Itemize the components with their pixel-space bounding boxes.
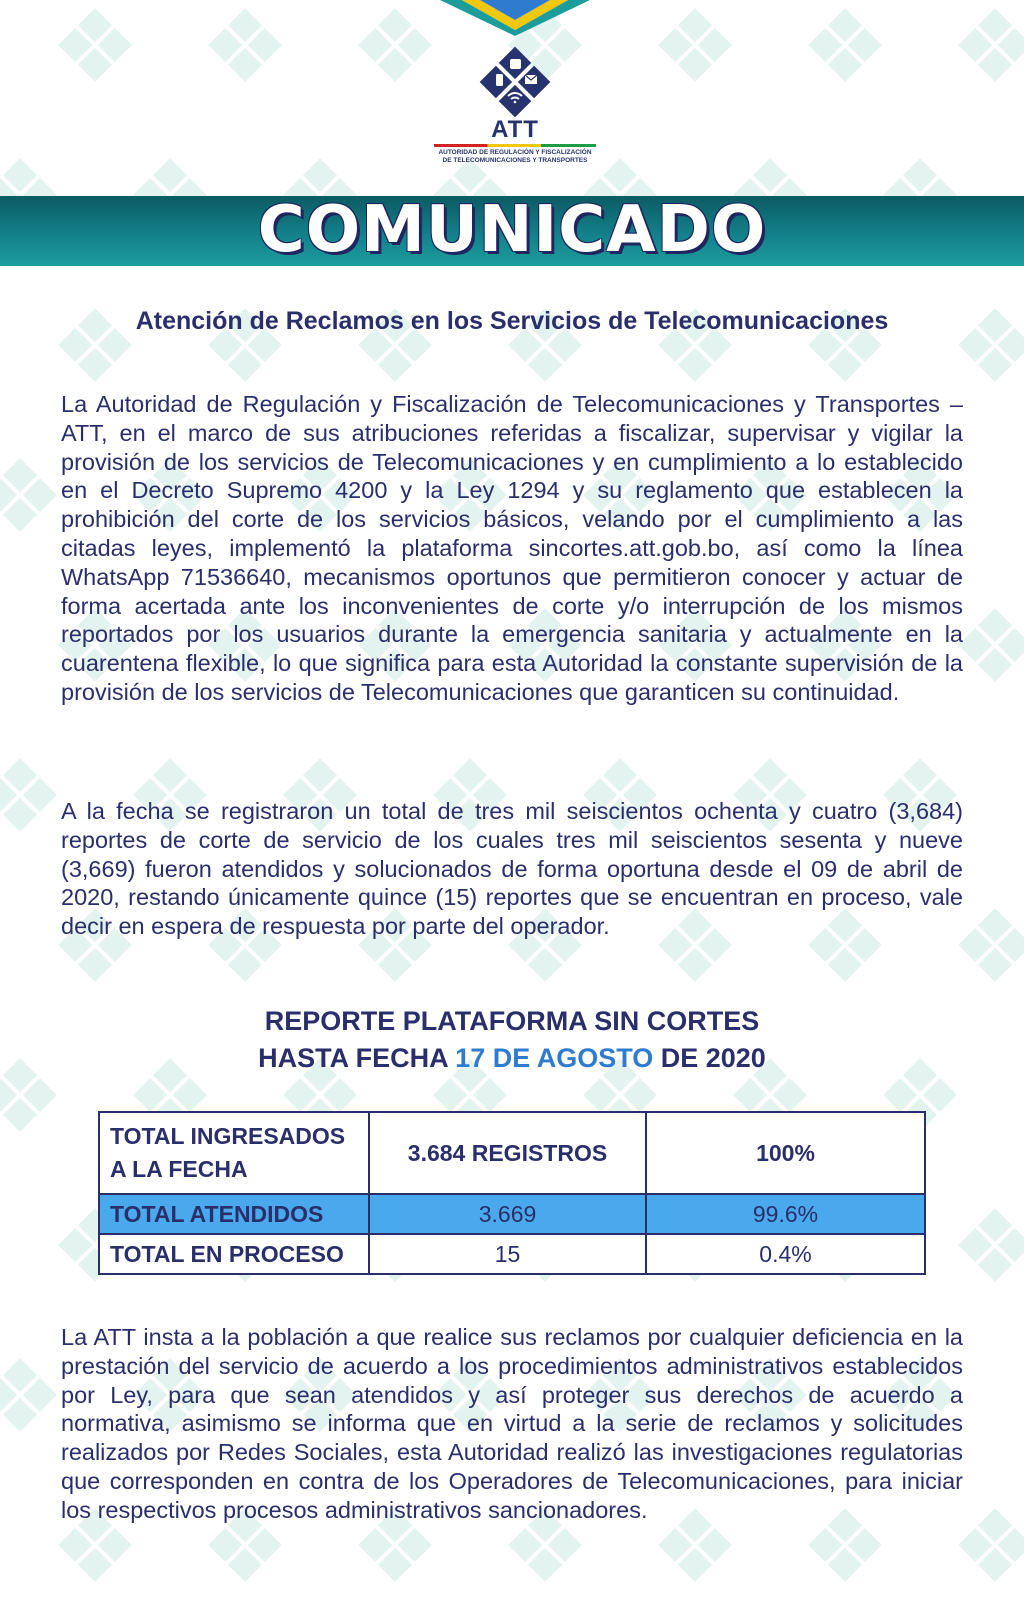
logo-mark — [468, 44, 562, 120]
top-chevron-decoration — [440, 0, 590, 36]
background-diamond-tile — [0, 758, 57, 832]
report-title — [60, 1003, 964, 1077]
background-diamond-tile — [658, 8, 732, 82]
table-row — [99, 1234, 925, 1274]
phone-icon — [496, 74, 503, 86]
background-diamond-tile — [958, 1508, 1024, 1582]
background-diamond-tile — [0, 1058, 57, 1132]
row-label: TOTAL INGRESADOS A LA FECHA — [99, 1112, 369, 1194]
envelope-icon — [525, 75, 537, 84]
row-percent: 99.6% — [646, 1194, 925, 1234]
row-label: TOTAL EN PROCESO — [99, 1234, 369, 1274]
table-row — [99, 1112, 925, 1194]
logo-org-name: AUTORIDAD DE REGULACIÓN Y FISCALIZACIÓN DE TELECOMUNICACIONES Y TRANSPORTES — [438, 149, 592, 164]
title-banner — [0, 193, 1024, 267]
banner-title: COMUNICADO — [257, 193, 767, 267]
table-row-highlighted — [99, 1194, 925, 1234]
background-diamond-tile — [958, 1208, 1024, 1282]
background-diamond-tile — [0, 458, 57, 532]
background-diamond-tile — [958, 8, 1024, 82]
row-label: TOTAL ATENDIDOS — [99, 1194, 369, 1234]
row-value: 15 — [369, 1234, 646, 1274]
paragraph-intro: La Autoridad de Regulación y Fiscalización de Telecomunicaciones y Transportes – ATT, en el marco de sus atribuciones referidas a fiscalizar, supervisar y vigilar la provisión de los servicios de Telecomunicaciones y en cumplimiento a lo establecido en el Decreto Supremo 4200 y la Ley 1294 y su reglamento que establecen la prohibición del corte de los servicios básicos, velando por el cumplimiento a las citadas leyes, implementó la plataforma sincortes.att.gob.bo, así como la línea WhatsApp 71536640, mecanismos oportunos que permitieron conocer y actuar de forma acertada ante los inconvenientes de corte y/o interrupción de los mismos reportados por los usuarios durante la emergencia sanitaria y actualmente en la cuarentena flexible, lo que significa para esta Autoridad la constante supervisión de la provisión de los servicios de Telecomunicaciones que garanticen su continuidad. — [61, 391, 963, 705]
paragraph-closing: La ATT insta a la población a que realice sus reclamos por cualquier deficiencia en la prestación del servicio de acuerdo a los procedimientos administrativos establecidos por Ley, para que sean atendidos y así proteger sus derechos de acuerdo a normativa, asimismo se informa que en virtud a la serie de reclamos y solicitudes realizados por Redes Sociales, esta Autoridad realizó las investigaciones regulatorias que corresponden en contra de los Operadores de Telecomunicaciones, para iniciar los respectivos procesos administrativos sancionadores. — [61, 1324, 963, 1523]
bus-icon — [510, 59, 521, 69]
report-date: 17 DE AGOSTO — [455, 1043, 654, 1073]
att-logo — [430, 44, 600, 179]
report-title-line1: REPORTE PLATAFORMA SIN CORTES — [264, 1006, 760, 1036]
headline: Atención de Reclamos en los Servicios de Telecomunicaciones — [135, 307, 889, 335]
background-diamond-tile — [0, 1358, 57, 1432]
report-table — [98, 1111, 926, 1275]
paragraph-statistics: A la fecha se registraron un total de tres mil seiscientos ochenta y cuatro (3,684) reportes de corte de servicio de los cuales tres mil seiscientos sesenta y nueve (3,669) fueron atendidos y solucionados de forma oportuna desde el 09 de abril de 2020, restando únicamente quince (15) reportes que se encuentran en proceso, vale decir en espera de respuesta por parte del operador. — [61, 798, 963, 940]
logo-tricolor-rule — [434, 144, 596, 147]
row-percent: 0.4% — [646, 1234, 925, 1274]
row-value: 3.684 REGISTROS — [369, 1112, 646, 1194]
background-diamond-tile — [808, 8, 882, 82]
background-diamond-tile — [208, 8, 282, 82]
background-diamond-tile — [958, 308, 1024, 382]
background-diamond-tile — [958, 608, 1024, 682]
background-diamond-tile — [358, 8, 432, 82]
row-value: 3.669 — [369, 1194, 646, 1234]
logo-acronym: ATT — [491, 116, 539, 143]
row-percent: 100% — [646, 1112, 925, 1194]
report-title-line2: HASTA FECHA 17 DE AGOSTO DE 2020 — [258, 1043, 766, 1073]
background-diamond-tile — [58, 8, 132, 82]
background-diamond-tile — [958, 908, 1024, 982]
